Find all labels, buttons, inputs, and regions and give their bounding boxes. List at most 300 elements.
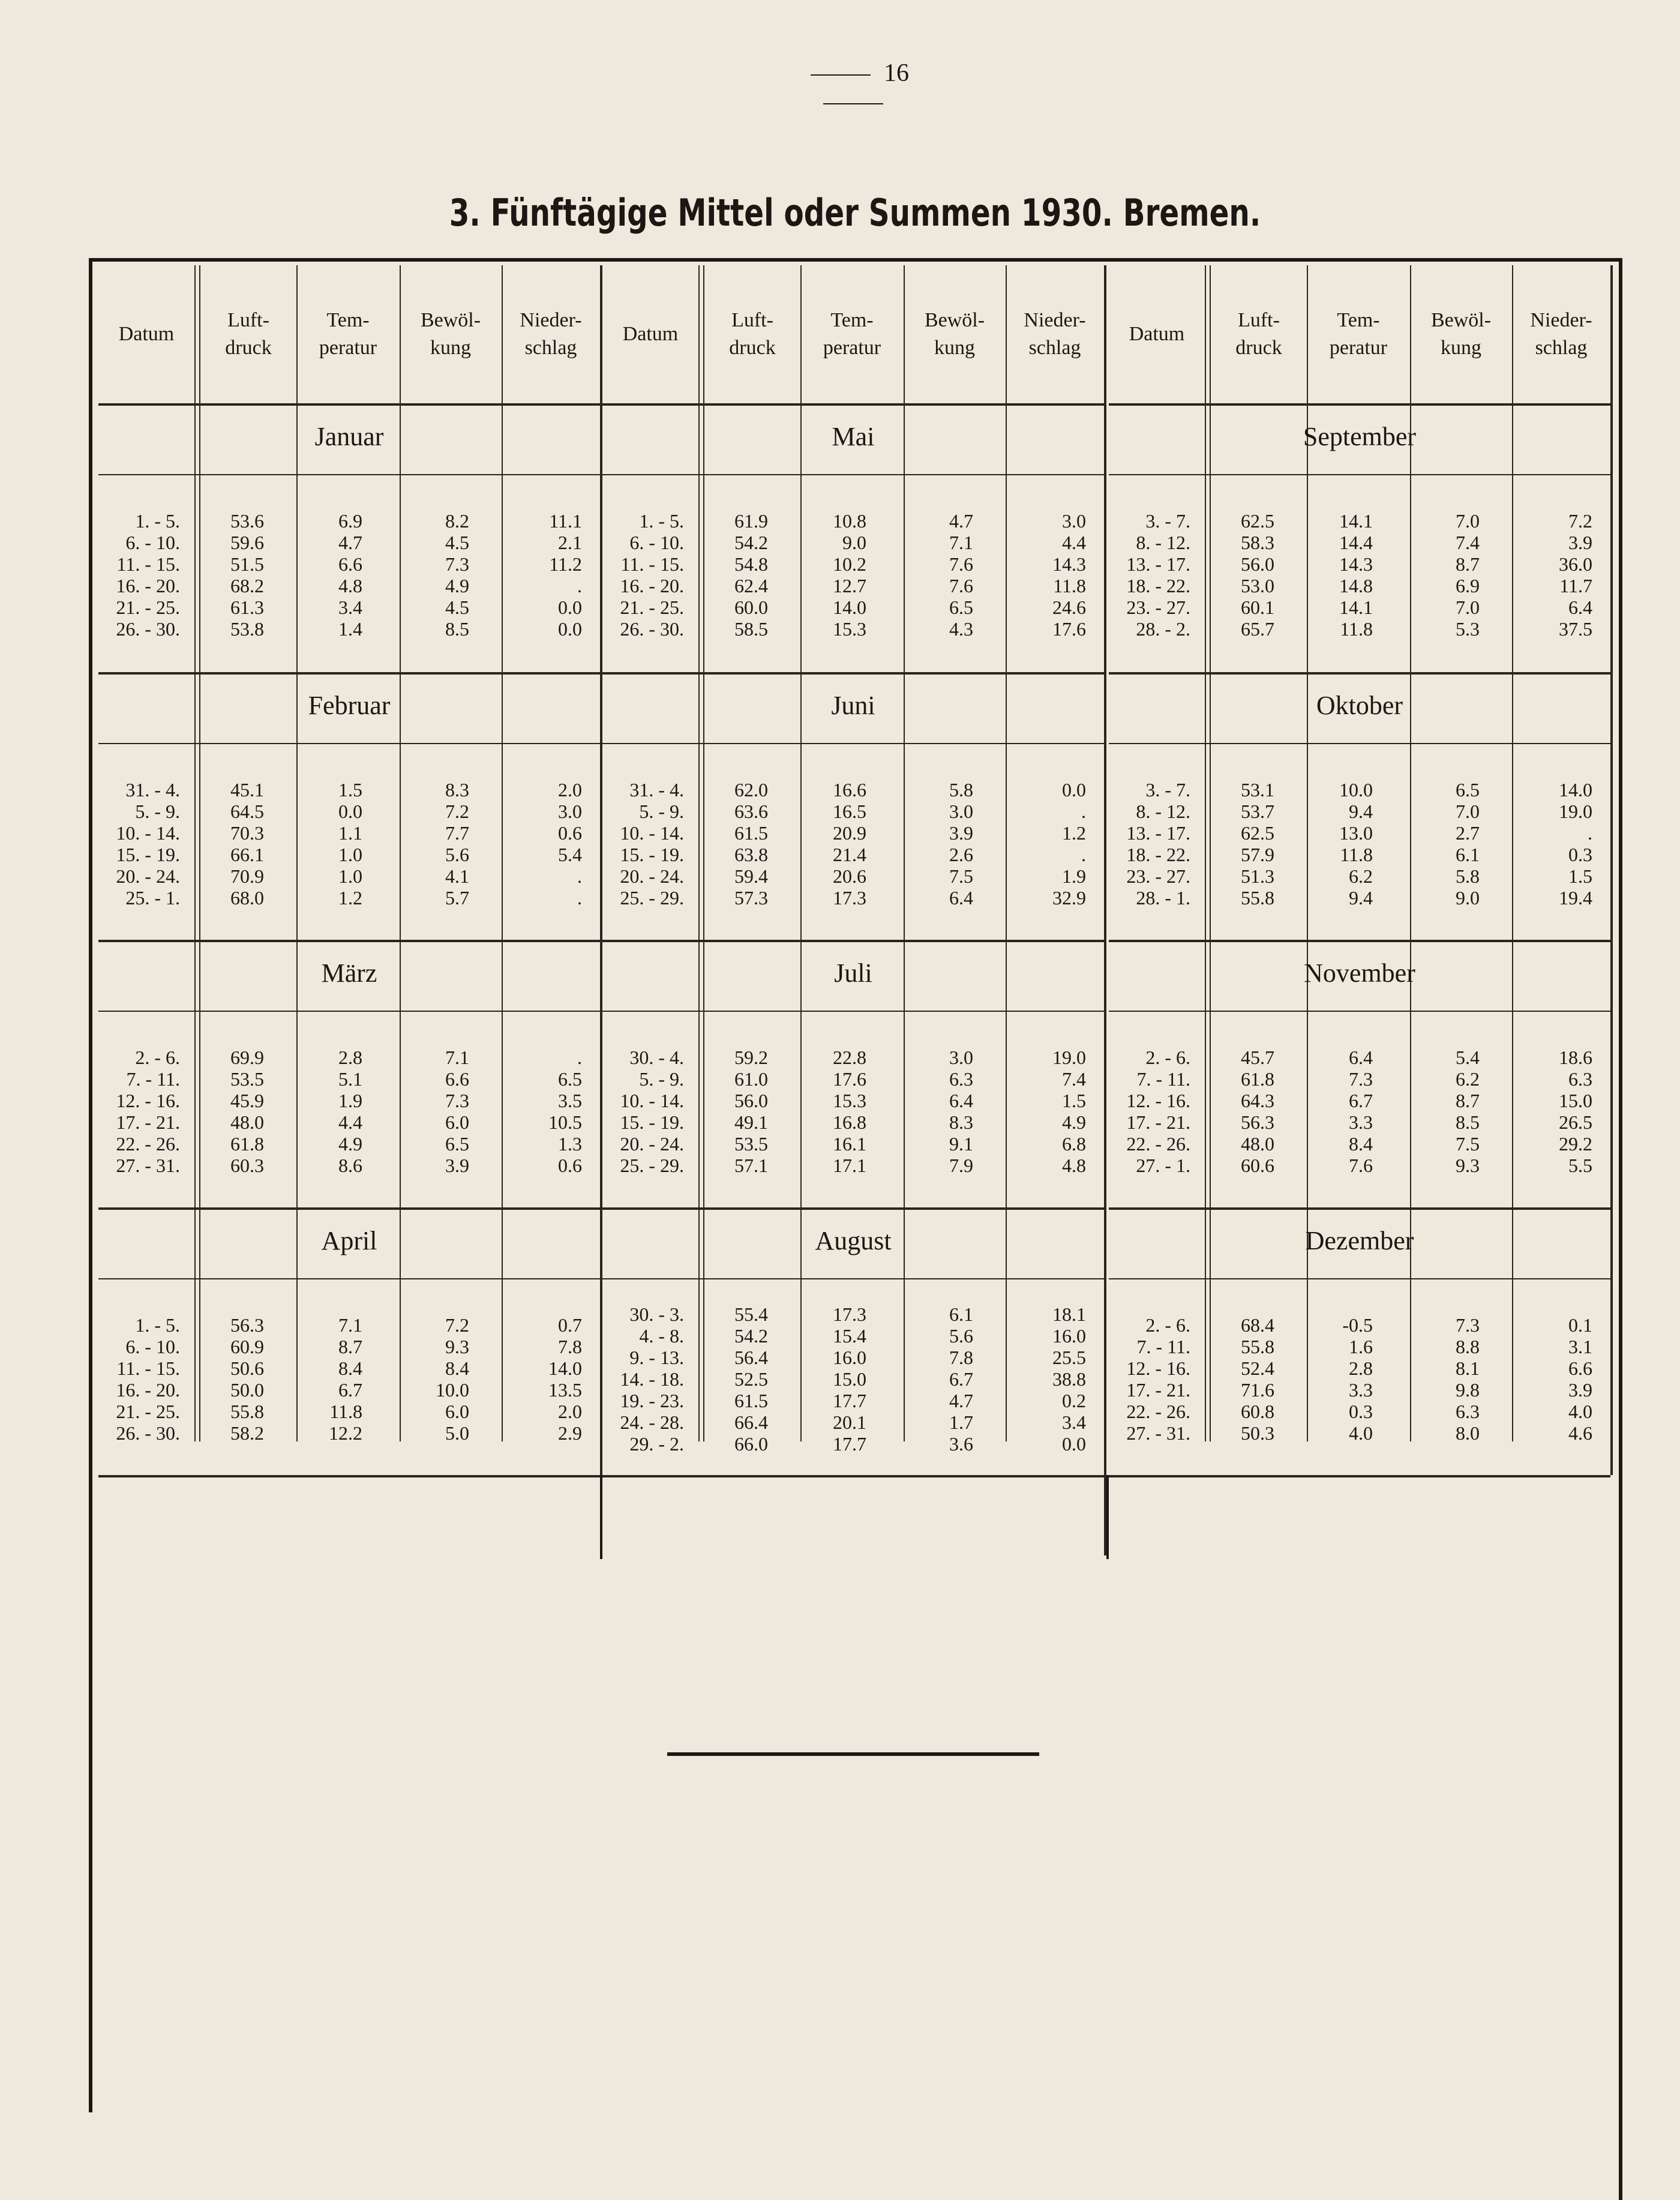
cell-bewoelkung: 8.7 [1456,553,1480,575]
cell-bewoelkung: 6.5 [445,1133,469,1155]
cell-temperatur: 4.9 [338,1133,362,1155]
cell-temperatur: 5.1 [338,1068,362,1090]
cell-temperatur: 15.0 [833,1368,866,1390]
cell-temperatur: 3.4 [338,597,362,618]
cell-luftdruck: 53.7 [1241,801,1274,822]
month-label: März [321,958,377,988]
cell-luftdruck: 60.6 [1241,1155,1274,1176]
cell-datum: 16. - 20. [620,575,684,597]
cell-luftdruck: 58.3 [1241,532,1274,553]
cell-niederschlag: 3.1 [1568,1336,1592,1357]
cell-bewoelkung: 7.5 [1456,1133,1480,1155]
month-label: September [1303,422,1417,451]
cell-luftdruck: 61.0 [734,1068,768,1090]
month-subrule [1109,1278,1610,1279]
cell-luftdruck: 53.5 [230,1068,264,1090]
cell-bewoelkung: 6.0 [445,1111,469,1133]
cell-luftdruck: 62.0 [734,779,768,801]
cell-luftdruck: 56.0 [734,1090,768,1111]
cell-temperatur: 16.1 [833,1133,866,1155]
month-label: Juli [834,958,872,988]
cell-luftdruck: 45.9 [230,1090,264,1111]
header-text: schlag [1028,337,1081,359]
cell-bewoelkung: 7.2 [445,801,469,822]
cell-temperatur: 14.4 [1339,532,1373,553]
cell-niederschlag: 4.0 [1568,1401,1592,1422]
cell-temperatur: 16.5 [833,801,866,822]
cell-luftdruck: 61.5 [734,1390,768,1411]
cell-datum: 1. - 5. [135,1314,180,1336]
cell-bewoelkung: 7.2 [445,1314,469,1336]
cell-temperatur: 15.4 [833,1325,866,1347]
cell-luftdruck: 61.5 [734,822,768,844]
cell-datum: 22. - 26. [1126,1401,1190,1422]
cell-datum: 30. - 3. [629,1303,684,1325]
cell-temperatur: 0.0 [338,801,362,822]
cell-datum: 21. - 25. [116,597,180,618]
header-bewoelkung [1410,265,1512,403]
cell-datum: 17. - 21. [116,1111,180,1133]
cell-bewoelkung: 9.0 [1456,887,1480,909]
cell-temperatur: 10.0 [1339,779,1373,801]
cell-bewoelkung: 8.5 [445,618,469,640]
cell-luftdruck: 62.5 [1241,510,1274,532]
cell-bewoelkung: 7.8 [949,1347,973,1368]
cell-niederschlag: 14.3 [1052,553,1086,575]
cell-luftdruck: 50.6 [230,1357,264,1379]
cell-bewoelkung: 8.5 [1456,1111,1480,1133]
cell-temperatur: 1.0 [338,865,362,887]
header-text: Luft- [227,309,269,331]
cell-datum: 26. - 30. [116,1422,180,1444]
cell-luftdruck: 54.8 [734,553,768,575]
cell-datum: 17. - 21. [1126,1111,1190,1133]
cell-niederschlag: . [577,865,582,887]
cell-luftdruck: 64.3 [1241,1090,1274,1111]
cell-bewoelkung: 6.5 [949,597,973,618]
header-text: Datum [118,323,175,345]
panel-border [1610,265,1613,1475]
header-luftdruck [704,265,800,403]
cell-bewoelkung: 9.3 [445,1336,469,1357]
cell-bewoelkung: 7.3 [445,553,469,575]
cell-datum: 18. - 22. [1126,575,1190,597]
cell-luftdruck: 55.8 [1241,1336,1274,1357]
cell-bewoelkung: 7.4 [1456,532,1480,553]
cell-bewoelkung: 8.8 [1456,1336,1480,1357]
header-luftdruck [1211,265,1307,403]
cell-luftdruck: 53.0 [1241,575,1274,597]
cell-datum: 19. - 23. [620,1390,684,1411]
cell-niederschlag: 0.0 [558,597,582,618]
cell-datum: 30. - 4. [629,1047,684,1068]
cell-temperatur: 6.2 [1349,865,1373,887]
month-label: Februar [308,691,391,720]
cell-luftdruck: 59.4 [734,865,768,887]
cell-temperatur: 15.3 [833,618,866,640]
cell-bewoelkung: 7.0 [1456,597,1480,618]
cell-datum: 12. - 16. [116,1090,180,1111]
cell-niederschlag: 3.0 [1062,510,1086,532]
cell-bewoelkung: 6.1 [1456,844,1480,865]
header-niederschlag [502,265,600,403]
cell-temperatur: 15.3 [833,1090,866,1111]
cell-luftdruck: 45.1 [230,779,264,801]
cell-niederschlag: . [577,887,582,909]
cell-bewoelkung: 3.0 [949,801,973,822]
cell-luftdruck: 59.2 [734,1047,768,1068]
cell-temperatur: 4.0 [1349,1422,1373,1444]
month-subrule [602,743,1104,744]
cell-luftdruck: 52.5 [734,1368,768,1390]
cell-datum: 25. - 1. [125,887,180,909]
cell-datum: 14. - 18. [620,1368,684,1390]
cell-datum: 6. - 10. [125,1336,180,1357]
cell-niederschlag: 1.5 [1568,865,1592,887]
cell-datum: 27. - 1. [1136,1155,1190,1176]
header-text: Bewöl- [1430,309,1492,331]
cell-datum: 21. - 25. [116,1401,180,1422]
cell-datum: 20. - 24. [116,865,180,887]
cell-bewoelkung: 5.0 [445,1422,469,1444]
cell-luftdruck: 58.2 [230,1422,264,1444]
cell-niederschlag: 6.5 [558,1068,582,1090]
cell-niederschlag: 19.4 [1559,887,1592,909]
cell-luftdruck: 54.2 [734,532,768,553]
cell-temperatur: 6.7 [1349,1090,1373,1111]
cell-niederschlag: . [1081,801,1086,822]
header-datum [602,265,698,403]
cell-bewoelkung: 6.1 [949,1303,973,1325]
header-text: Tem- [326,309,370,331]
cell-temperatur: 6.4 [1349,1047,1373,1068]
cell-niederschlag: 14.0 [548,1357,582,1379]
month-rule [98,940,600,942]
cell-niederschlag: 7.4 [1062,1068,1086,1090]
cell-luftdruck: 48.0 [1241,1133,1274,1155]
cell-datum: 31. - 4. [629,779,684,801]
cell-luftdruck: 60.1 [1241,597,1274,618]
cell-luftdruck: 45.7 [1241,1047,1274,1068]
cell-datum: 27. - 31. [1126,1422,1190,1444]
cell-temperatur: 11.8 [1340,618,1373,640]
cell-datum: 15. - 19. [620,1111,684,1133]
cell-luftdruck: 53.5 [734,1133,768,1155]
cell-temperatur: 16.8 [833,1111,866,1133]
month-rule [1109,672,1610,675]
cell-luftdruck: 59.6 [230,532,264,553]
cell-niederschlag: 38.8 [1052,1368,1086,1390]
cell-temperatur: 7.3 [1349,1068,1373,1090]
cell-temperatur: 1.2 [338,887,362,909]
cell-temperatur: 16.0 [833,1347,866,1368]
cell-bewoelkung: 3.0 [949,1047,973,1068]
cell-temperatur: 1.5 [338,779,362,801]
cell-niederschlag: 5.5 [1568,1155,1592,1176]
cell-datum: 13. - 17. [1126,822,1190,844]
cell-datum: 16. - 20. [116,1379,180,1401]
cell-datum: 22. - 26. [1126,1133,1190,1155]
cell-temperatur: 9.0 [842,532,866,553]
cell-niederschlag: . [1081,844,1086,865]
cell-luftdruck: 57.3 [734,887,768,909]
cell-niederschlag: 26.5 [1559,1111,1592,1133]
cell-luftdruck: 53.1 [1241,779,1274,801]
cell-luftdruck: 61.3 [230,597,264,618]
cell-bewoelkung: 7.0 [1456,801,1480,822]
cell-bewoelkung: 6.3 [1456,1401,1480,1422]
header-text: Nieder- [1530,309,1592,331]
month-rule [1109,403,1610,406]
cell-luftdruck: 53.6 [230,510,264,532]
cell-niederschlag: 11.7 [1559,575,1592,597]
panel-separator-left [600,1475,602,1559]
cell-temperatur: 20.1 [833,1411,866,1433]
month-label: November [1304,958,1415,988]
cell-luftdruck: 60.0 [734,597,768,618]
cell-luftdruck: 65.7 [1241,618,1274,640]
cell-niederschlag: 10.5 [548,1111,582,1133]
cell-luftdruck: 55.4 [734,1303,768,1325]
cell-niederschlag: 2.0 [558,779,582,801]
cell-datum: 28. - 2. [1136,618,1190,640]
header-text: kung [1441,337,1481,359]
cell-bewoelkung: 7.6 [949,553,973,575]
cell-datum: 12. - 16. [1126,1090,1190,1111]
header-text: Datum [1129,323,1185,345]
cell-niederschlag: 13.5 [548,1379,582,1401]
cell-bewoelkung: 8.2 [445,510,469,532]
cell-temperatur: 12.7 [833,575,866,597]
cell-luftdruck: 61.9 [734,510,768,532]
cell-temperatur: 3.3 [1349,1111,1373,1133]
cell-luftdruck: 62.5 [1241,822,1274,844]
cell-niederschlag: 25.5 [1052,1347,1086,1368]
cell-bewoelkung: 3.9 [445,1155,469,1176]
cell-bewoelkung: 4.7 [949,510,973,532]
cell-bewoelkung: 5.4 [1456,1047,1480,1068]
cell-bewoelkung: 2.6 [949,844,973,865]
cell-datum: 2. - 6. [1145,1047,1190,1068]
cell-luftdruck: 66.1 [230,844,264,865]
month-subrule [1109,474,1610,475]
cell-luftdruck: 54.2 [734,1325,768,1347]
cell-temperatur: 4.8 [338,575,362,597]
cell-datum: 23. - 27. [1126,597,1190,618]
month-rule [98,1207,600,1210]
cell-bewoelkung: 4.7 [949,1390,973,1411]
cell-bewoelkung: 2.7 [1456,822,1480,844]
cell-datum: 5. - 9. [639,801,684,822]
cell-niederschlag: 4.4 [1062,532,1086,553]
cell-datum: 4. - 8. [639,1325,684,1347]
cell-datum: 8. - 12. [1136,532,1190,553]
cell-niederschlag: 15.0 [1559,1090,1592,1111]
cell-luftdruck: 57.1 [734,1155,768,1176]
cell-temperatur: 14.1 [1339,510,1373,532]
cell-temperatur: 8.4 [338,1357,362,1379]
cell-niederschlag: 7.2 [1568,510,1592,532]
cell-temperatur: 8.6 [338,1155,362,1176]
cell-bewoelkung: 7.1 [445,1047,469,1068]
cell-bewoelkung: 5.8 [1456,865,1480,887]
header-temperatur [800,265,904,403]
cell-luftdruck: 50.3 [1241,1422,1274,1444]
page-number-dash-left [811,74,871,76]
cell-niederschlag: 24.6 [1052,597,1086,618]
cell-temperatur: 11.8 [1340,844,1373,865]
cell-niederschlag: 1.3 [558,1133,582,1155]
cell-niederschlag: 0.0 [1062,1433,1086,1455]
cell-temperatur: 10.8 [833,510,866,532]
cell-niederschlag: 3.4 [1062,1411,1086,1433]
cell-datum: 18. - 22. [1126,844,1190,865]
header-text: peratur [1329,337,1388,359]
cell-datum: 20. - 24. [620,1133,684,1155]
header-text: Luft- [1238,309,1280,331]
cell-bewoelkung: 5.8 [949,779,973,801]
cell-datum: 6. - 10. [629,532,684,553]
cell-temperatur: 12.2 [329,1422,362,1444]
cell-luftdruck: 68.2 [230,575,264,597]
cell-niederschlag: 37.5 [1559,618,1592,640]
cell-bewoelkung: 6.6 [445,1068,469,1090]
cell-niederschlag: 6.3 [1568,1068,1592,1090]
cell-temperatur: 14.3 [1339,553,1373,575]
cell-niederschlag: 18.6 [1559,1047,1592,1068]
header-text: Luft- [731,309,773,331]
cell-luftdruck: 70.9 [230,865,264,887]
cell-luftdruck: 66.4 [734,1411,768,1433]
cell-temperatur: 3.3 [1349,1379,1373,1401]
cell-bewoelkung: 3.9 [949,822,973,844]
cell-datum: 29. - 2. [629,1433,684,1455]
cell-datum: 20. - 24. [620,865,684,887]
header-text: Nieder- [1024,309,1086,331]
cell-datum: 1. - 5. [639,510,684,532]
cell-luftdruck: 63.6 [734,801,768,822]
cell-temperatur: 1.1 [338,822,362,844]
cell-niederschlag: 11.2 [549,553,582,575]
header-temperatur [296,265,400,403]
month-label: Dezember [1305,1226,1414,1255]
cell-bewoelkung: 8.7 [1456,1090,1480,1111]
header-text: druck [729,337,776,359]
cell-datum: 28. - 1. [1136,887,1190,909]
cell-luftdruck: 68.0 [230,887,264,909]
cell-niederschlag: 2.0 [558,1401,582,1422]
cell-niederschlag: 0.6 [558,822,582,844]
cell-niederschlag: 16.0 [1052,1325,1086,1347]
cell-luftdruck: 49.1 [734,1111,768,1133]
cell-temperatur: 4.4 [338,1111,362,1133]
cell-luftdruck: 56.0 [1241,553,1274,575]
cell-temperatur: 8.4 [1349,1133,1373,1155]
cell-niederschlag: 11.8 [1053,575,1086,597]
cell-datum: 13. - 17. [1126,553,1190,575]
cell-temperatur: 10.2 [833,553,866,575]
cell-bewoelkung: 5.7 [445,887,469,909]
cell-bewoelkung: 3.6 [949,1433,973,1455]
cell-temperatur: 11.8 [329,1401,362,1422]
cell-bewoelkung: 7.1 [949,532,973,553]
cell-datum: 5. - 9. [135,801,180,822]
cell-niederschlag: 3.9 [1568,532,1592,553]
cell-niederschlag: 5.4 [558,844,582,865]
cell-niederschlag: 14.0 [1559,779,1592,801]
cell-datum: 15. - 19. [620,844,684,865]
cell-temperatur: 17.1 [833,1155,866,1176]
cell-bewoelkung: 5.6 [949,1325,973,1347]
cell-temperatur: 16.6 [833,779,866,801]
month-label: Oktober [1316,691,1403,720]
cell-datum: 11. - 15. [620,553,684,575]
cell-luftdruck: 60.9 [230,1336,264,1357]
cell-niederschlag: 0.0 [558,618,582,640]
cell-luftdruck: 52.4 [1241,1357,1274,1379]
cell-luftdruck: 70.3 [230,822,264,844]
cell-niederschlag: 0.1 [1568,1314,1592,1336]
cell-datum: 3. - 7. [1145,779,1190,801]
month-rule [602,672,1104,675]
cell-luftdruck: 57.9 [1241,844,1274,865]
cell-temperatur: 8.7 [338,1336,362,1357]
month-rule [1109,940,1610,942]
header-luftdruck [200,265,296,403]
cell-temperatur: 1.6 [1349,1336,1373,1357]
header-text: druck [225,337,272,359]
cell-datum: 7. - 11. [126,1068,180,1090]
cell-datum: 25. - 29. [620,887,684,909]
month-rule [1109,1207,1610,1210]
cell-niederschlag: 3.0 [558,801,582,822]
header-text: Tem- [830,309,874,331]
page-title: 3. Fünftägige Mittel oder Summen 1930. Bremen. [449,191,1261,235]
cell-datum: 23. - 27. [1126,865,1190,887]
cell-bewoelkung: 7.6 [949,575,973,597]
cell-bewoelkung: 4.9 [445,575,469,597]
cell-bewoelkung: 8.4 [445,1357,469,1379]
cell-luftdruck: 56.3 [230,1314,264,1336]
header-text: Nieder- [520,309,582,331]
cell-datum: 25. - 29. [620,1155,684,1176]
cell-niederschlag: 6.8 [1062,1133,1086,1155]
bottom-rule [667,1752,1039,1756]
header-datum [1109,265,1205,403]
cell-luftdruck: 63.8 [734,844,768,865]
month-rule [98,403,600,406]
header-niederschlag [1006,265,1104,403]
month-label: Mai [832,422,875,451]
cell-luftdruck: 64.5 [230,801,264,822]
cell-niederschlag: 32.9 [1052,887,1086,909]
cell-niederschlag: 3.9 [1568,1379,1592,1401]
table-frame-left [89,258,92,2112]
cell-temperatur: 17.7 [833,1390,866,1411]
cell-datum: 31. - 4. [125,779,180,801]
header-text: Tem- [1337,309,1380,331]
month-subrule [602,1011,1104,1012]
cell-bewoelkung: 9.3 [1456,1155,1480,1176]
cell-niederschlag: 4.6 [1568,1422,1592,1444]
cell-temperatur: 1.9 [338,1090,362,1111]
cell-niederschlag: 0.2 [1062,1390,1086,1411]
month-subrule [98,474,600,475]
month-subrule [602,1278,1104,1279]
cell-luftdruck: 68.4 [1241,1314,1274,1336]
cell-niederschlag: 17.6 [1052,618,1086,640]
cell-bewoelkung: 6.4 [949,1090,973,1111]
